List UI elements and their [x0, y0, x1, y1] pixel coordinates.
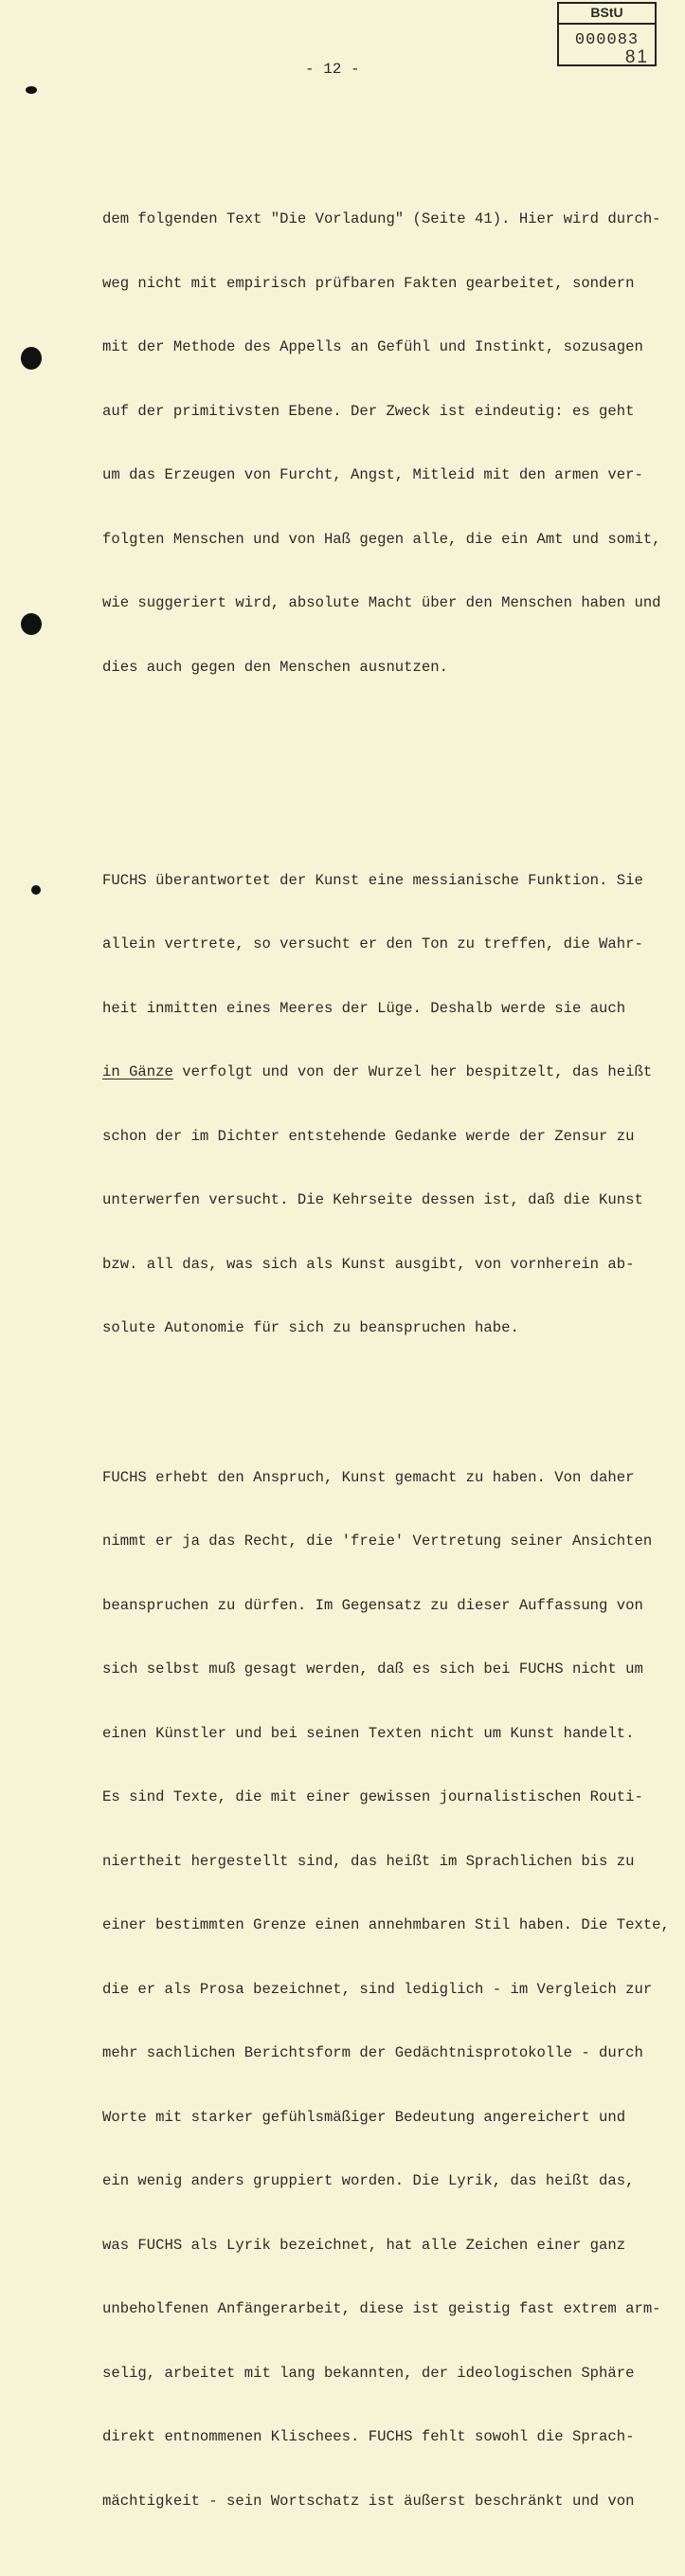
underlined-phrase: in Gänze [102, 1063, 173, 1080]
text-line: unbeholfenen Anfängerarbeit, diese ist geistig fast extrem arm- [102, 2300, 661, 2317]
text-line [102, 1061, 661, 1083]
page-number: - 12 - [305, 61, 360, 78]
text-line: unterwerfen versucht. Die Kehrseite dessen ist, daß die Kunst [102, 1191, 643, 1208]
text-line: um das Erzeugen von Furcht, Angst, Mitleid mit den armen ver- [102, 466, 643, 483]
text-line: einen Künstler und bei seinen Texten nicht um Kunst handelt. [102, 1724, 635, 1742]
paragraph-1 [102, 166, 661, 720]
text-line: bzw. all das, was sich als Kunst ausgibt, von vornherein ab- [102, 1255, 635, 1273]
stamp-number: 000083 [574, 31, 640, 49]
text-line: auf der primitivsten Ebene. Der Zweck ist eindeutig: es geht [102, 402, 635, 420]
paragraph-2 [102, 827, 661, 1382]
text-line: FUCHS erhebt den Anspruch, Kunst gemacht zu haben. Von daher [102, 1468, 635, 1486]
text-line: heit inmitten eines Meeres der Lüge. Deshalb werde sie auch [102, 999, 626, 1017]
text-line: einer bestimmten Grenze einen annehmbaren Stil haben. Die Texte, [102, 1916, 670, 1933]
text-line: solute Autonomie für sich zu beanspruchen habe. [102, 1319, 519, 1336]
text-line: folgten Menschen und von Haß gegen alle, die ein Amt und somit, [102, 530, 661, 548]
text-line: allein vertrete, so versucht er den Ton zu treffen, die Wahr- [102, 935, 643, 952]
text-line: niertheit hergestellt sind, das heißt im Sprachlichen bis zu [102, 1852, 635, 1870]
text-line: mächtigkeit - sein Wortschatz ist äußerst beschränkt und von [102, 2492, 635, 2510]
text-line: nimmt er ja das Recht, die 'freie' Vertretung seiner Ansichten [102, 1533, 653, 1550]
text-line: mehr sachlichen Berichtsform der Gedächtnisprotokolle - durch [102, 2044, 643, 2061]
text-line: sich selbst muß gesagt werden, daß es sich bei FUCHS nicht um [102, 1660, 643, 1678]
text-line: weg nicht mit empirisch prüfbaren Fakten gearbeitet, sondern [102, 274, 635, 292]
text-line: schon der im Dichter entstehende Gedanke werde der Zensur zu [102, 1127, 635, 1145]
text-line: selig, arbeitet mit lang bekannten, der ideologischen Sphäre [102, 2364, 635, 2382]
punch-hole [21, 347, 42, 370]
text-fragment: verfolgt und von der Wurzel her bespitzelt, das heißt [172, 1063, 653, 1080]
text-line: Es sind Texte, die mit einer gewissen journalistischen Routi- [102, 1788, 643, 1805]
text-line: die er als Prosa bezeichnet, sind lediglich - im Vergleich zur [102, 1980, 653, 1998]
stamp-label: BStU [559, 4, 655, 25]
text-line: dem folgenden Text "Die Vorladung" (Seite 41). Hier wird durch- [102, 210, 661, 227]
text-line: wie suggeriert wird, absolute Macht über den Menschen haben und [102, 594, 661, 611]
paragraph-3 [102, 1424, 670, 2555]
punch-hole-mark [26, 86, 37, 94]
punch-hole [21, 613, 42, 635]
text-line: direkt entnommenen Klischees. FUCHS fehlt sowohl die Sprach- [102, 2428, 635, 2445]
stamp-page-ref: 81 [624, 47, 649, 67]
text-line: mit der Methode des Appells an Gefühl und Instinkt, sozusagen [102, 338, 643, 355]
text-line: ein wenig anders gruppiert worden. Die Lyrik, das heißt das, [102, 2172, 635, 2189]
text-line: dies auch gegen den Menschen ausnutzen. [102, 658, 448, 676]
text-line: FUCHS überantwortet der Kunst eine messianische Funktion. Sie [102, 871, 643, 889]
punch-hole-mark [31, 885, 41, 895]
text-line: was FUCHS als Lyrik bezeichnet, hat alle Zeichen einer ganz [102, 2236, 626, 2254]
text-line: beanspruchen zu dürfen. Im Gegensatz zu dieser Auffassung von [102, 1596, 643, 1614]
text-line: Worte mit starker gefühlsmäßiger Bedeutung angereichert und [102, 2108, 626, 2126]
document-body [102, 123, 670, 2576]
archive-stamp [557, 2, 657, 66]
